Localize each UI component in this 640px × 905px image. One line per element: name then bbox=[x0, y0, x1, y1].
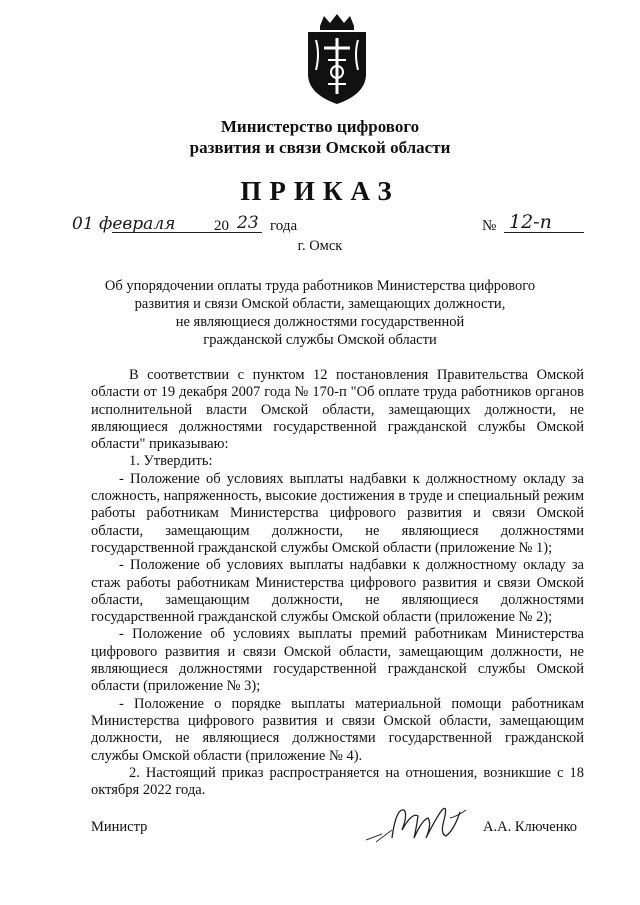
city: г. Омск bbox=[297, 238, 343, 254]
ministry-name-line2: развития и связи Омской области bbox=[189, 138, 451, 157]
handwritten-number: 12-п bbox=[509, 211, 552, 233]
signatory-position: Министр bbox=[91, 819, 148, 835]
item-2: 2. Настоящий приказ распространяется на отношения, возникшие с 18 октября 2022 года. bbox=[91, 764, 584, 799]
title-line: гражданской службы Омской области bbox=[203, 332, 437, 348]
item-1: 1. Утвердить: bbox=[129, 453, 213, 470]
handwritten-year: 23 bbox=[237, 213, 259, 233]
item-1-c: - Положение об условиях выплаты премий работникам Министерства цифрового развития и связи Омской области, замещающим должности, не являющиеся должностями государственной гражданской службы Омской области (приложение № 3); bbox=[91, 626, 584, 695]
document-body bbox=[91, 367, 584, 799]
signatory-name: А.А. Ключенко bbox=[483, 819, 578, 835]
year-prefix: 20 bbox=[214, 218, 229, 234]
handwritten-signature bbox=[362, 800, 482, 848]
title-line: Об упорядочении оплаты труда работников Министерства цифрового bbox=[104, 278, 536, 294]
document-type-heading: ПРИКАЗ bbox=[240, 176, 400, 206]
coat-of-arms-emblem bbox=[298, 14, 376, 106]
handwritten-date: 01 февраля bbox=[72, 214, 176, 234]
ministry-name bbox=[0, 116, 640, 158]
year-underline bbox=[236, 232, 262, 233]
document-title bbox=[100, 277, 540, 349]
year-suffix: года bbox=[270, 218, 298, 234]
number-sign: № bbox=[482, 218, 497, 234]
title-line: не являющиеся должностями государственной bbox=[175, 314, 465, 330]
item-1-b: - Положение об условиях выплаты надбавки к должностному окладу за стаж работы работникам Министерства цифрового развития и связи Омской области, замещающим должности, не являющиеся должностями государственной гражданской службы Омской области (приложение № 2); bbox=[91, 557, 584, 626]
number-underline bbox=[504, 232, 584, 233]
ministry-name-line1: Министерство цифрового bbox=[220, 117, 420, 136]
title-line: развития и связи Омской области, замещающих должности, bbox=[134, 296, 506, 312]
intro-paragraph: В соответствии с пунктом 12 постановления Правительства Омской области от 19 декабря 2007 года № 170-п "Об оплате труда работников органов исполнительной власти Омской области, замещающих должности, не являющиеся должностями государственной гражданской службы Омской области" приказываю: bbox=[91, 367, 584, 453]
item-1-d: - Положение о порядке выплаты материальной помощи работникам Министерства цифрового развития и связи Омской области, замещающим должности, не являющиеся должностями государственной гражданской службы Омской области (приложение № 4). bbox=[91, 695, 584, 764]
item-1-a: - Положение об условиях выплаты надбавки к должностному окладу за сложность, напряженность, высокие достижения в труде и специальный режим работы работникам Министерства цифрового развития и связи Омской области, замещающим должности, не являющиеся должностями государственной гражданской службы Омской области (приложение № 1); bbox=[91, 470, 584, 556]
